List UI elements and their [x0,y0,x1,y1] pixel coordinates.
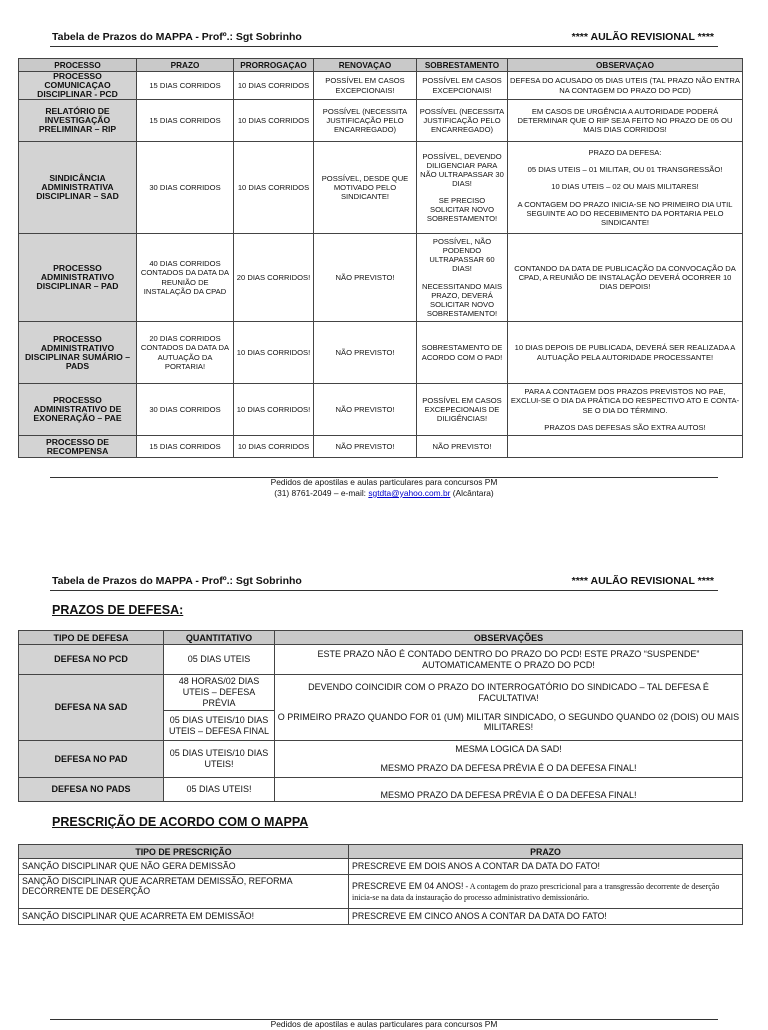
renovacao-cell: POSSÍVEL (NECESSITA JUSTIFICAÇÃO PELO ENCARREGADO) [314,100,417,142]
prescricao-title: PRESCRIÇÃO DE ACORDO COM O MAPPA [52,815,309,829]
sobrestamento-text: POSSÍVEL, NÃO PODENDO ULTRAPASSAR 60 DIAS! [429,237,495,274]
footer-suffix: (Alcântara) [450,487,494,498]
table-header-row [19,845,743,859]
table-row [19,100,743,142]
sobrestamento-cell [417,100,508,142]
column-header: PRAZO [137,59,234,72]
column-header: PRORROGAÇAO [234,59,314,72]
column-header: SOBRESTAMENTO [417,59,508,72]
observacao-cell [508,100,743,142]
processo-cell: RELATÓRIO DE INVESTIGAÇÃO PRELIMINAR – RIP [19,100,137,142]
prazos-defesa-title: PRAZOS DE DEFESA: [52,603,184,617]
sobrestamento-text: POSSÍVEL EM CASOS EXCEPECIONAIS DE DILIGÊNCIAS! [422,395,502,424]
observacao-cell [508,384,743,436]
footer-phone: (31) 8761-2049 – e-mail: [274,487,369,498]
page-footer [0,1019,768,1030]
prorrogacao-cell: 10 DIAS CORRIDOS! [234,384,314,436]
table-row [19,778,743,802]
prorrogacao-cell: 10 DIAS CORRIDOS [234,72,314,100]
column-header: QUANTITATIVO [164,631,275,645]
prazo-note: - A contagem do prazo prescricional para a transgressão decorrente de deserção inicia-se na data da instauração do processo administrativo demissionário. [352,882,720,902]
prescricao-table [18,844,743,925]
observacao-text: PRAZOS DAS DEFESAS SÃO EXTRA AUTOS! [544,422,706,432]
prazo-cell: 20 DIAS CORRIDOS CONTADOS DA DATA DA AUTUAÇÃO DA PORTARIA! [137,322,234,384]
column-header: TIPO DE DEFESA [19,631,164,645]
column-header: TIPO DE PRESCRIÇÃO [19,845,349,859]
header-revisional: **** AULÃO REVISIONAL **** [571,575,714,587]
tipo-cell: DEFESA NO PAD [19,741,164,778]
page-header [52,575,714,589]
table-row [19,436,743,458]
observacao-text: A CONTAGEM DO PRAZO INICIA-SE NO PRIMEIRO DIA UTIL SEGUINTE AO DO RECEBIMENTO DA PORTARIA PELO SINDICANTE! [517,199,733,227]
header-title: Tabela de Prazos do MAPPA - Profº.: Sgt Sobrinho [52,31,302,43]
table-row [19,741,743,778]
observacao-cell [508,234,743,322]
table-row [19,322,743,384]
processo-cell: PROCESSO COMUNICAÇAO DISCIPLINAR - PCD [19,72,137,100]
table-row [19,909,743,925]
sobrestamento-text: POSSÍVEL, DEVENDO DILIGENCIAR PARA NÃO ULTRAPASSAR 30 DIAS! [420,151,504,188]
sobrestamento-cell [417,322,508,384]
table-header-row [19,631,743,645]
sobrestamento-text: SOBRESTAMENTO DE ACORDO COM O PAD! [421,343,503,362]
quantitativo-cell: 48 HORAS/02 DIAS UTEIS – DEFESA PRÉVIA [164,675,275,711]
observacoes-text: MESMO PRAZO DA DEFESA PRÉVIA É O DA DEFESA FINAL! [380,763,637,773]
observacao-text: 10 DIAS DEPOIS DE PUBLICADA, DEVERÁ SER REALIZADA A AUTUAÇÃO PELA AUTORIDADE PROCESSANTE! [514,343,736,362]
renovacao-cell: NÃO PREVISTO! [314,384,417,436]
tipo-prescricao-cell: SANÇÃO DISCIPLINAR QUE ACARRETA EM DEMISSÃO! [19,909,349,925]
prazo-cell: 15 DIAS CORRIDOS [137,436,234,458]
processo-cell: PROCESSO DE RECOMPENSA [19,436,137,458]
table-row [19,645,743,675]
sobrestamento-text: NÃO PREVISTO! [432,441,492,451]
prazo-cell: PRESCREVE EM DOIS ANOS A CONTAR DA DATA DO FATO! [349,859,743,875]
table-header-row [19,59,743,72]
sobrestamento-text: NECESSITANDO MAIS PRAZO, DEVERÁ SOLICITAR NOVO SOBRESTAMENTO! [421,281,503,318]
column-header: PRAZO [349,845,743,859]
observacoes-text: MESMA LOGICA DA SAD! [455,744,562,755]
sobrestamento-cell [417,234,508,322]
processo-cell: PROCESSO ADMINISTRATIVO DISCIPLINAR – PAD [19,234,137,322]
observacao-cell [508,72,743,100]
sobrestamento-cell [417,72,508,100]
page-footer [0,477,768,499]
tipo-cell: DEFESA NO PADS [19,778,164,802]
prazos-table [18,58,743,458]
table-row [19,72,743,100]
prazo-cell [349,875,743,909]
prazo-cell: 30 DIAS CORRIDOS [137,142,234,234]
sobrestamento-text: POSSÍVEL EM CASOS EXCEPCIONAIS! [422,76,502,95]
table-row [19,859,743,875]
quantitativo-cell: 05 DIAS UTEIS/10 DIAS UTEIS! [164,741,275,778]
observacao-text: DEFESA DO ACUSADO 05 DIAS UTEIS (TAL PRAZO NÃO ENTRA NA CONTAGEM DO PRAZO DO PCD) [510,76,740,95]
observacoes-cell: MESMO PRAZO DA DEFESA PRÉVIA É O DA DEFESA FINAL! [275,778,743,802]
sobrestamento-cell [417,436,508,458]
observacoes-cell: ESTE PRAZO NÃO É CONTADO DENTRO DO PRAZO DO PCD! ESTE PRAZO “SUSPENDE” AUTOMATICAMENTE O PRAZO DO PCD! [275,645,743,675]
table-row [19,875,743,909]
processo-cell: PROCESSO ADMINISTRATIVO DE EXONERAÇÃO – PAE [19,384,137,436]
page-header [52,31,714,45]
prazo-cell: 30 DIAS CORRIDOS [137,384,234,436]
header-revisional: **** AULÃO REVISIONAL **** [571,31,714,43]
column-header: RENOVAÇAO [314,59,417,72]
table-row [19,234,743,322]
quantitativo-cell: 05 DIAS UTEIS [164,645,275,675]
quantitativo-cell: 05 DIAS UTEIS/10 DIAS UTEIS – DEFESA FINAL [164,711,275,741]
sobrestamento-cell [417,384,508,436]
observacao-text: EM CASOS DE URGÊNCIA A AUTORIDADE PODERÁ DETERMINAR QUE O RIP SEJA FEITO NO PRAZO DE 05 OU MAIS DIAS CORRIDOS! [517,106,733,135]
tipo-prescricao-cell: SANÇÃO DISCIPLINAR QUE NÃO GERA DEMISSÃO [19,859,349,875]
observacoes-text: O PRIMEIRO PRAZO QUANDO FOR 01 (UM) MILITAR SINDICADO, O SEGUNDO QUANDO 02 (DOIS) OU MAIS MILITARES! [277,711,740,733]
observacao-cell [508,436,743,458]
prorrogacao-cell: 10 DIAS CORRIDOS! [234,322,314,384]
observacao-cell [508,142,743,234]
sobrestamento-text: POSSÍVEL (NECESSITA JUSTIFICAÇÃO PELO ENCARREGADO) [419,106,505,135]
prorrogacao-cell: 10 DIAS CORRIDOS [234,100,314,142]
renovacao-cell: POSSÍVEL, DESDE QUE MOTIVADO PELO SINDICANTE! [314,142,417,234]
email-link[interactable]: sgtdta@yahoo.com.br [368,487,451,498]
column-header: OBSERVAÇAO [508,59,743,72]
footer-line: Pedidos de apostilas e aulas particulares para concursos PM [270,477,498,487]
table-row [19,675,743,711]
observacao-text: PRAZO DA DEFESA: [588,148,662,158]
tipo-prescricao-cell: SANÇÃO DISCIPLINAR QUE ACARRETAM DEMISSÃO, REFORMA DECORRENTE DE DESERÇÃO [19,875,349,909]
defesa-table [18,630,743,802]
renovacao-cell: POSSÍVEL EM CASOS EXCEPCIONAIS! [314,72,417,100]
observacao-text: PARA A CONTAGEM DOS PRAZOS PREVISTOS NO PAE, EXCLUI-SE O DIA DA PRÁTICA DO RESPECTIVO ATO E CONTA-SE O DIA DO TÉRMINO. [510,387,740,415]
footer-contact [0,488,768,499]
header-title: Tabela de Prazos do MAPPA - Profº.: Sgt Sobrinho [52,575,302,587]
prorrogacao-cell: 10 DIAS CORRIDOS [234,436,314,458]
quantitativo-cell: 05 DIAS UTEIS! [164,778,275,802]
footer-line: Pedidos de apostilas e aulas particulares para concursos PM [270,1019,498,1029]
renovacao-cell: NÃO PREVISTO! [314,234,417,322]
sobrestamento-cell [417,142,508,234]
observacao-text: 05 DIAS UTEIS – 01 MILITAR, OU 01 TRANSGRESSÃO! [527,165,723,175]
prazo-cell: 40 DIAS CORRIDOS CONTADOS DA DATA DA REUNIÃO DE INSTALAÇÃO DA CPAD [137,234,234,322]
table-row [19,142,743,234]
table-row [19,384,743,436]
observacoes-cell [275,675,743,741]
renovacao-cell: NÃO PREVISTO! [314,436,417,458]
prorrogacao-cell: 10 DIAS CORRIDOS [234,142,314,234]
prazo-cell: 15 DIAS CORRIDOS [137,100,234,142]
header-divider [50,590,718,591]
tipo-cell: DEFESA NO PCD [19,645,164,675]
prorrogacao-cell: 20 DIAS CORRIDOS! [234,234,314,322]
tipo-cell: DEFESA NA SAD [19,675,164,741]
observacao-text: CONTANDO DA DATA DE PUBLICAÇÃO DA CONVOCAÇÃO DA CPAD, A REUNIÃO DE INSTALAÇÃO DEVERÁ OCORRER 10 DIAS DEPOIS! [514,263,736,292]
renovacao-cell: NÃO PREVISTO! [314,322,417,384]
column-header: PROCESSO [19,59,137,72]
header-divider [50,46,718,47]
sobrestamento-text: SE PRECISO SOLICITAR NOVO SOBRESTAMENTO! [426,196,498,224]
processo-cell: SINDICÂNCIA ADMINISTRATIVA DISCIPLINAR – SAD [19,142,137,234]
observacao-cell [508,322,743,384]
observacoes-text: DEVENDO COINCIDIR COM O PRAZO DO INTERROGATÓRIO DO SINDICADO – TAL DEFESA É FACULTATIVA! [308,681,709,703]
prazo-cell: 15 DIAS CORRIDOS [137,72,234,100]
observacoes-cell [275,741,743,778]
prazo-cell: PRESCREVE EM CINCO ANOS A CONTAR DA DATA DO FATO! [349,909,743,925]
column-header: OBSERVAÇÕES [275,631,743,645]
observacao-text: 10 DIAS UTEIS – 02 OU MAIS MILITARES! [551,182,699,192]
processo-cell: PROCESSO ADMINISTRATIVO DISCIPLINAR SUMÁRIO – PADS [19,322,137,384]
prazo-text: PRESCREVE EM 04 ANOS! [352,881,464,892]
